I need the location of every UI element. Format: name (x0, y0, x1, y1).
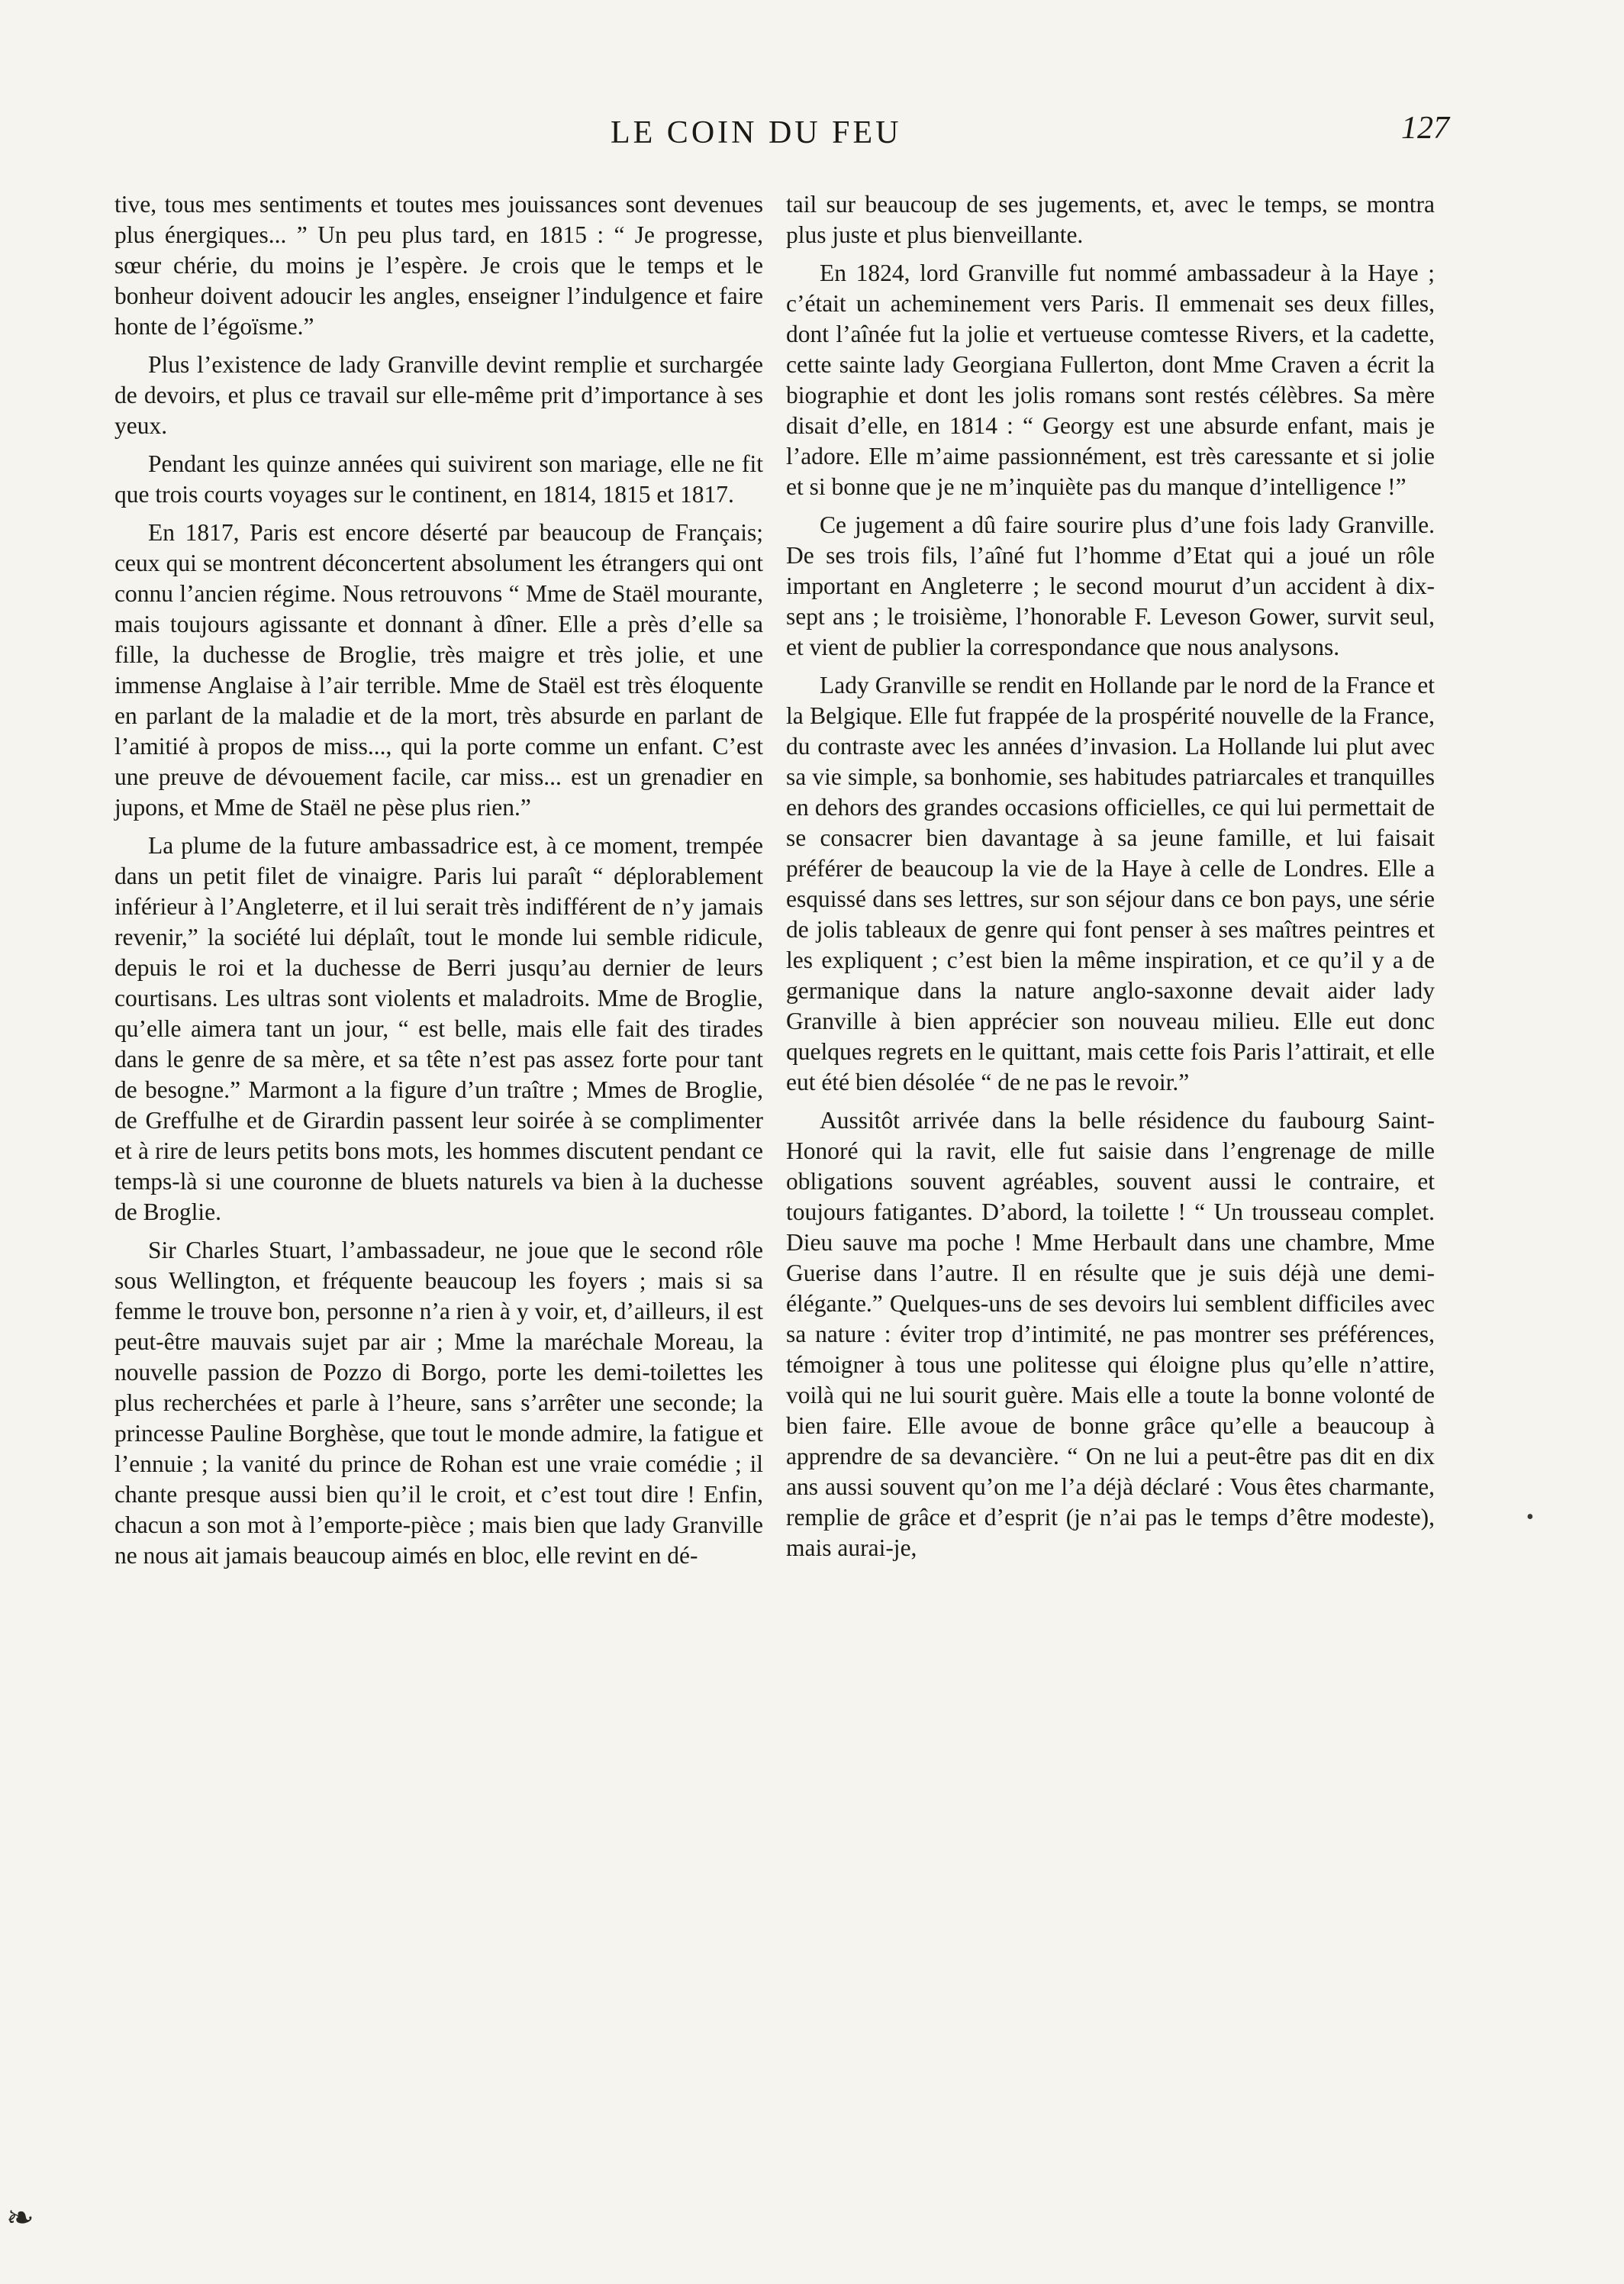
left-column (114, 189, 763, 1571)
paragraph: Aussitôt arrivée dans la belle résidence du faubourg Saint-Honoré qui la ravit, elle fut saisie dans l’engrenage de mille obligations souvent agréables, souvent aussi le contraire, et toujours fatigantes. D’abord, la toilette ! “ Un trousseau complet. Dieu sauve ma poche ! Mme Herbault dans une chambre, Mme Guerise dans l’autre. Il en résulte que je suis déjà une demi-élégante.” Quelques-uns de ses devoirs lui semblent difficiles avec sa nature : éviter trop d’intimité, ne pas montrer ses préférences, témoigner à tous une politesse qui éloigne plus qu’elle n’attire, voilà qui ne lui sourit guère. Mais elle a toute la bonne volonté de bien faire. Elle avoue de bonne grâce qu’elle a beaucoup à apprendre de sa devancière. “ On ne lui a peut-être pas dit en dix ans aussi souvent qu’on me l’a déjà déclaré : Vous êtes charmante, remplie de grâce et d’esprit (je n’ai pas le temps d’être modeste), mais aurai-je, (786, 1107, 1435, 1561)
paragraph: Plus l’existence de lady Granville devint remplie et surchargée de devoirs, et plus ce travail sur elle-même prit d’importance à ses yeux. (114, 351, 763, 439)
paragraph: tail sur beaucoup de ses jugements, et, avec le temps, se montra plus juste et plus bienveillante. (786, 191, 1435, 248)
paragraph: Lady Granville se rendit en Hollande par le nord de la France et la Belgique. Elle fut frappée de la prospérité nouvelle de la France, du contraste avec les années d’invasion. La Hollande lui plut avec sa vie simple, sa bonhomie, ses habitudes patriarcales et tranquilles en dehors des grandes occasions officielles, ce qui lui permettait de se consacrer bien davantage à sa jeune famille, et lui faisait préférer de beaucoup la vie de la Haye à celle de Londres. Elle a esquissé dans ses lettres, sur son séjour dans ce bon pays, une série de jolis tableaux de genre qui font penser à ses maîtres peintres et les expliquent ; c’est bien la même inspiration, et ce qu’il y a de germanique dans la nature anglo-saxonne devait aider lady Granville à bien apprécier son nouveau milieu. Elle eut donc quelques regrets en le quittant, mais cette fois Paris l’attirait, et elle eut été bien désolée “ de ne pas le revoir.” (786, 672, 1435, 1095)
paragraph: Pendant les quinze années qui suivirent son mariage, elle ne fit que trois courts voyages sur le continent, en 1814, 1815 et 1817. (114, 450, 763, 508)
paragraph: Sir Charles Stuart, l’ambassadeur, ne joue que le second rôle sous Wellington, et fréquente beaucoup les foyers ; mais si sa femme le trouve bon, personne n’a rien à y voir, et, d’ailleurs, il est peut-être mauvais sujet par air ; Mme la maréchale Moreau, la nouvelle passion de Pozzo di Borgo, porte les demi-toilettes les plus recherchées et parle à l’heure, sans s’arrêter une seconde; la princesse Pauline Borghèse, que tout le monde admire, la fatigue et l’ennuie ; la vanité du prince de Rohan est une vraie comédie ; il chante presque aussi bien qu’il le croit, et c’est tout dire ! Enfin, chacun a son mot à l’emporte-pièce ; mais bien que lady Granville ne nous ait jamais beaucoup aimés en bloc, elle revint en dé- (114, 1237, 763, 1569)
page-header (0, 111, 1624, 160)
paragraph: tive, tous mes sentiments et toutes mes jouissances sont devenues plus énergiques... ” Un peu plus tard, en 1815 : “ Je progresse, sœur chérie, du moins je l’espère. Je crois que le temps et le bonheur doivent adoucir les angles, enseigner l’indulgence et faire honte de l’égoïsme.” (114, 191, 763, 340)
paragraph: La plume de la future ambassadrice est, à ce moment, trempée dans un petit filet de vinaigre. Paris lui paraît “ déplorablement inférieur à l’Angleterre, et il lui serait très indifférent de n’y jamais revenir,” la société lui déplaît, tout le monde lui semble ridicule, depuis le roi et la duchesse de Berri jusqu’au dernier de leurs courtisans. Les ultras sont violents et maladroits. Mme de Broglie, qu’elle aimera tant un jour, “ est belle, mais elle fait des tirades dans le genre de sa mère, et sa tête n’est pas assez forte pour tant de besogne.” Marmont a la figure d’un traître ; Mmes de Broglie, de Greffulhe et de Girardin passent leur soirée à se complimenter et à rire de leurs petits bons mots, les hommes discutent pendant ce temps-là si une couronne de bluets naturels va bien à la duchesse de Broglie. (114, 832, 763, 1225)
running-title: LE COIN DU FEU (611, 115, 902, 150)
scan-edge-mark: ❧ (6, 2199, 34, 2237)
page-number: 127 (1401, 111, 1449, 146)
paragraph: Ce jugement a dû faire sourire plus d’une fois lady Granville. De ses trois fils, l’aîné fut l’homme d’Etat qui a joué un rôle important en Angleterre ; le second mourut d’un accident à dix-sept ans ; le troisième, l’honorable F. Leveson Gower, survit seul, et vient de publier la correspondance que nous analysons. (786, 511, 1435, 660)
paragraph: En 1824, lord Granville fut nommé ambassadeur à la Haye ; c’était un acheminement vers Paris. Il emmenait ses deux filles, dont l’aînée fut la jolie et vertueuse comtesse Rivers, et la cadette, cette sainte lady Georgiana Fullerton, dont Mme Craven a écrit la biographie et dont les jolis romans sont restés célèbres. Sa mère disait d’elle, en 1814 : “ Georgy est une absurde enfant, mais je l’adore. Elle m’aime passionnément, est très caressante et si jolie et si bonne que je ne m’inquiète pas du manque d’intelligence !” (786, 260, 1435, 500)
right-column (786, 189, 1435, 1563)
scan-speck-mark: • (1526, 1505, 1534, 1529)
paragraph: En 1817, Paris est encore déserté par beaucoup de Français; ceux qui se montrent déconcertent absolument les étrangers qui ont connu l’ancien régime. Nous retrouvons “ Mme de Staël mourante, mais toujours agissante et donnant à dîner. Elle a près d’elle sa fille, la duchesse de Broglie, très maigre et très jolie, et une immense Anglaise à l’air terrible. Mme de Staël est très éloquente en parlant de la maladie et de la mort, très absurde en parlant de l’amitié à propos de miss..., qui la porte comme un enfant. C’est une preuve de dévouement facile, car miss... est un grenadier en jupons, et Mme de Staël ne pèse plus rien.” (114, 519, 763, 821)
